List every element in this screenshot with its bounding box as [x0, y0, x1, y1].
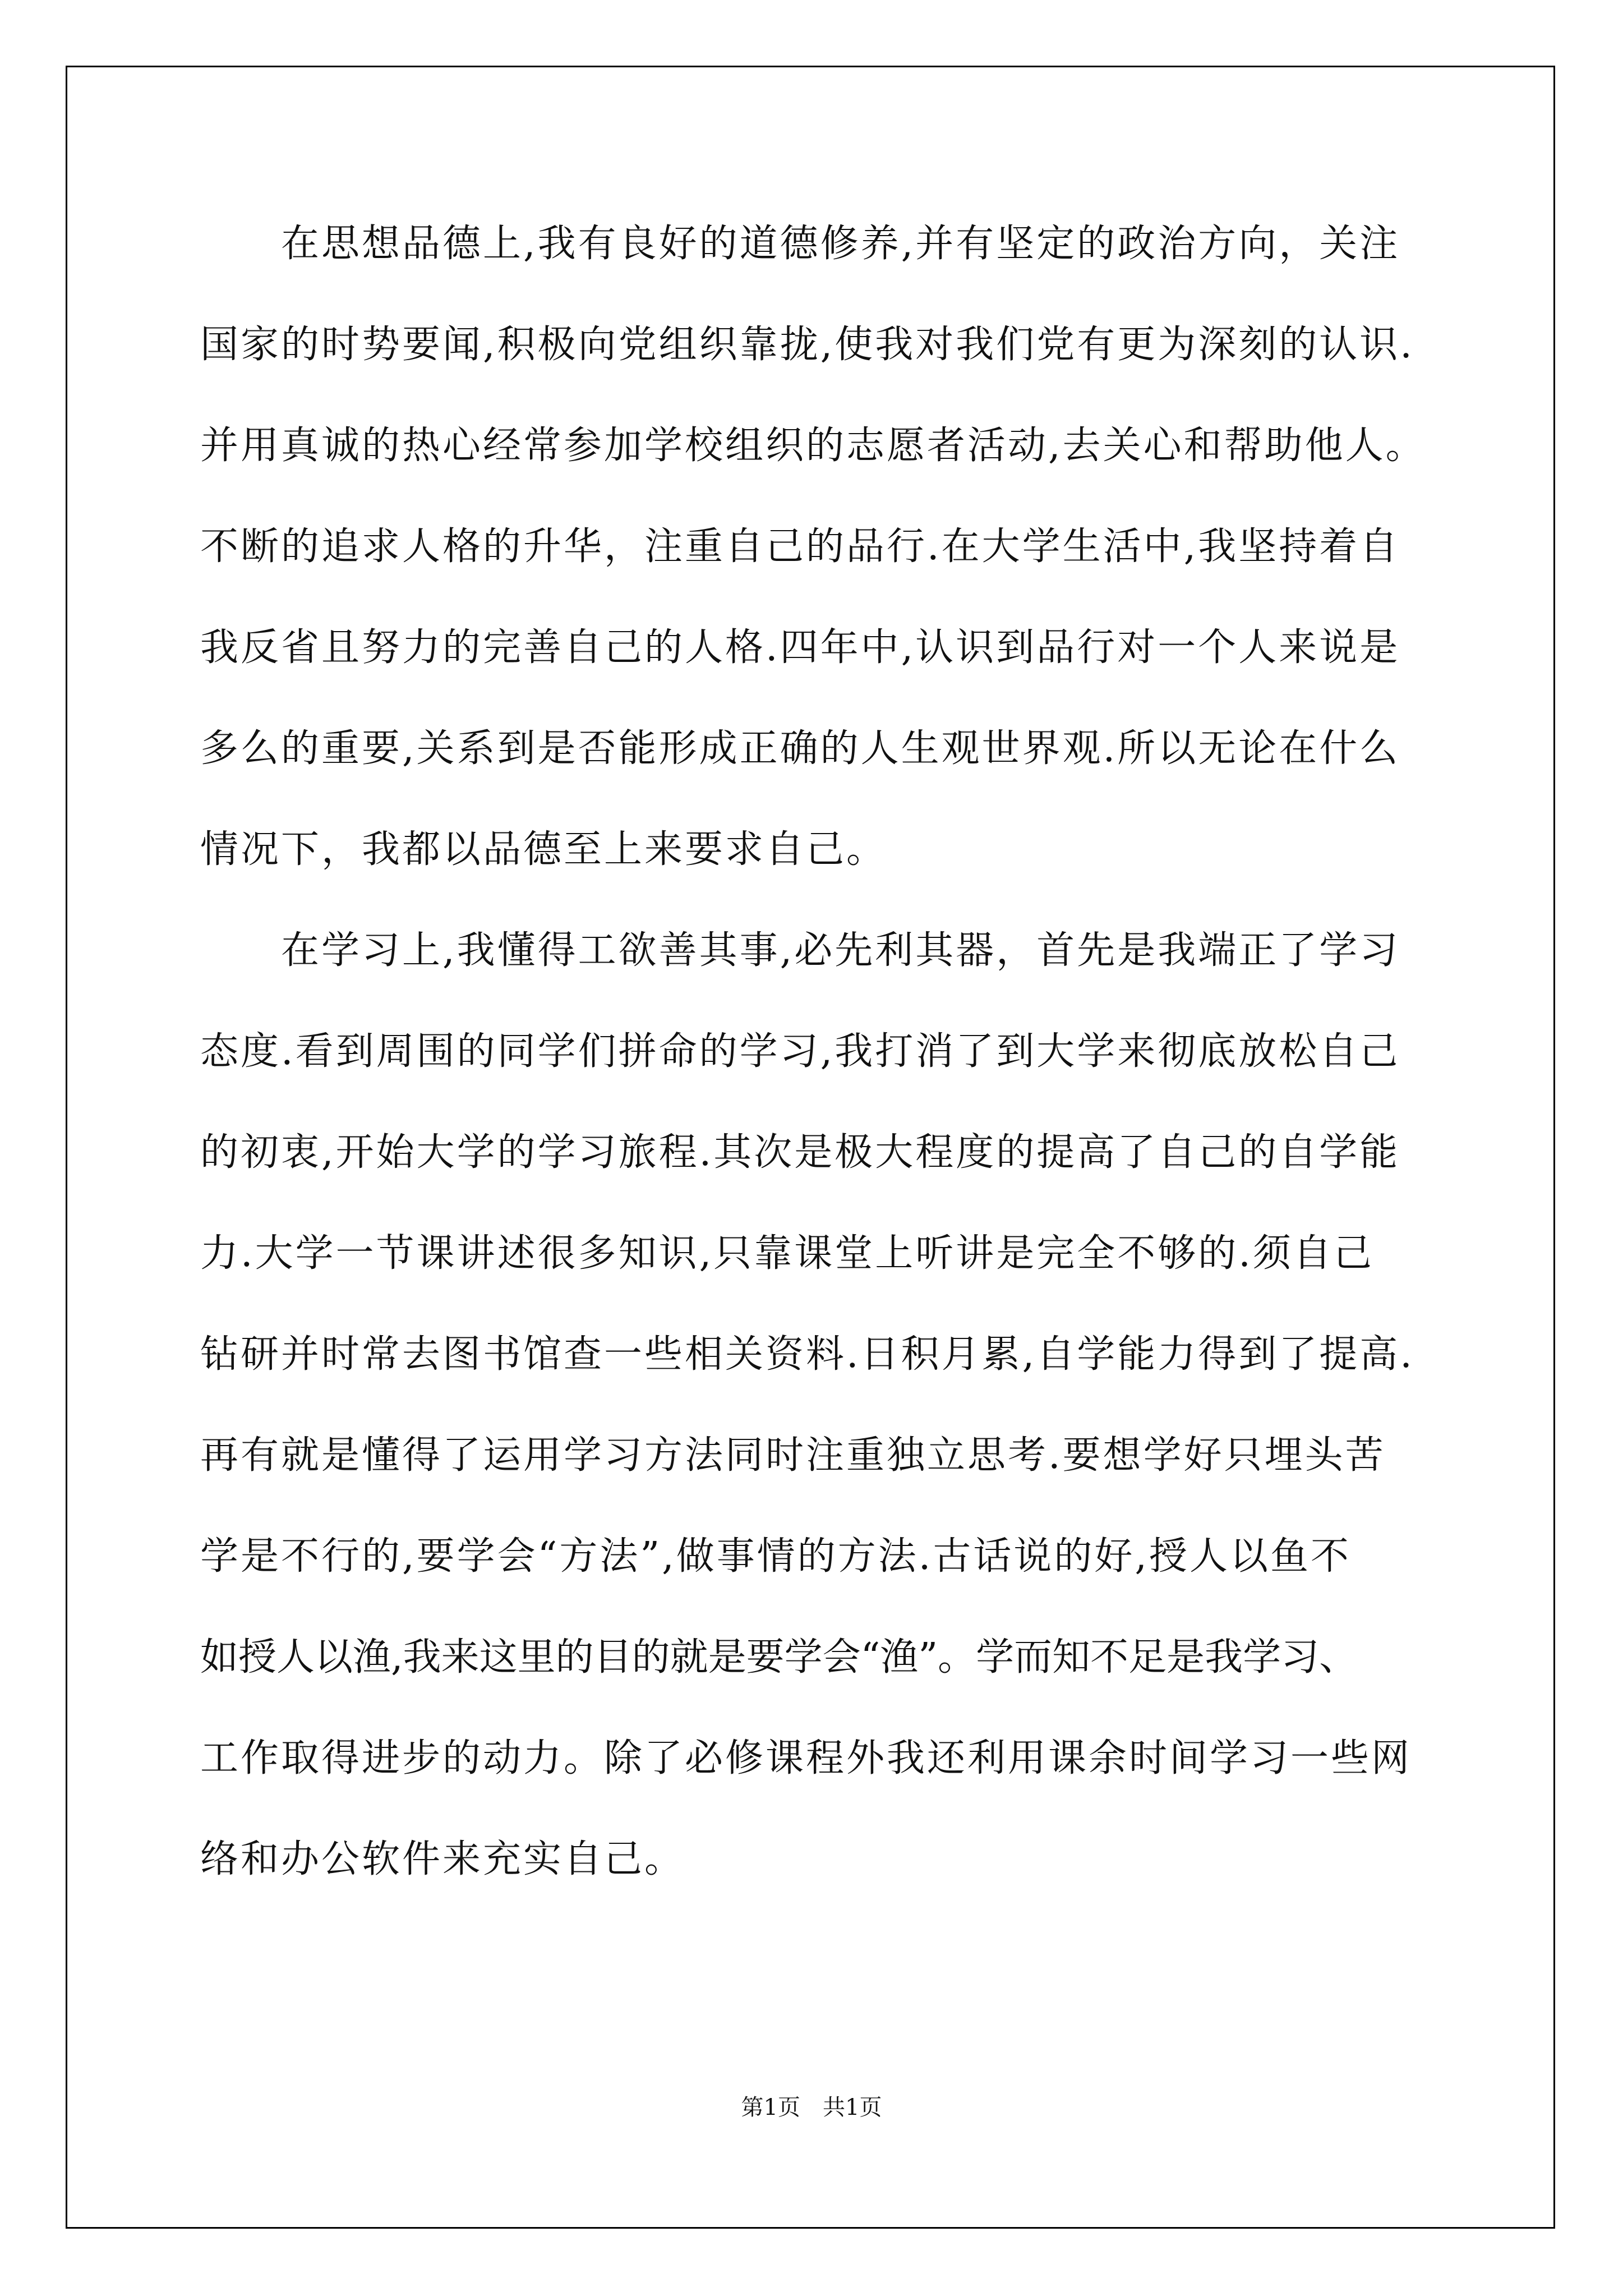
text-line: 多么的重要,关系到是否能形成正确的人生观世界观.所以无论在什么 [200, 726, 1400, 771]
text-line: 钻研并时常去图书馆查一些相关资料.日积月累,自学能力得到了提高. [200, 1332, 1414, 1377]
text-line: 络和办公软件来充实自己。 [200, 1837, 685, 1881]
text-line: 态度.看到周围的同学们拼命的学习,我打消了到大学来彻底放松自己 [200, 1029, 1400, 1074]
text-line: 在学习上,我懂得工欲善其事,必先利其器，首先是我端正了学习 [200, 928, 1400, 973]
page-number-footer: 第1页 共1页 [741, 2095, 882, 2120]
text-line: 学是不行的,要学会“方法”,做事情的方法.古话说的好,授人以鱼不 [200, 1534, 1351, 1579]
text-line: 国家的时势要闻,积极向党组织靠拢,使我对我们党有更为深刻的认识. [200, 323, 1414, 367]
text-line: 如授人以渔,我来这里的目的就是要学会“渔”。学而知不足是我学习、 [200, 1635, 1358, 1680]
text-line: 再有就是懂得了运用学习方法同时注重独立思考.要想学好只埋头苦 [200, 1433, 1386, 1478]
text-line: 力.大学一节课讲述很多知识,只靠课堂上听讲是完全不够的.须自己 [200, 1231, 1374, 1276]
text-line: 情况下，我都以品德至上来要求自己。 [200, 827, 887, 872]
text-line: 在思想品德上,我有良好的道德修养,并有坚定的政治方向，关注 [200, 222, 1400, 266]
text-line: 不断的追求人格的升华，注重自己的品行.在大学生活中,我坚持着自 [200, 524, 1400, 569]
text-line: 的初衷,开始大学的学习旅程.其次是极大程度的提高了自己的自学能 [200, 1130, 1400, 1175]
text-line: 我反省且努力的完善自己的人格.四年中,认识到品行对一个人来说是 [200, 625, 1400, 670]
text-line: 工作取得进步的动力。除了必修课程外我还利用课余时间学习一些网 [200, 1736, 1412, 1780]
text-line: 并用真诚的热心经常参加学校组织的志愿者活动,去关心和帮助他人。 [200, 424, 1426, 468]
